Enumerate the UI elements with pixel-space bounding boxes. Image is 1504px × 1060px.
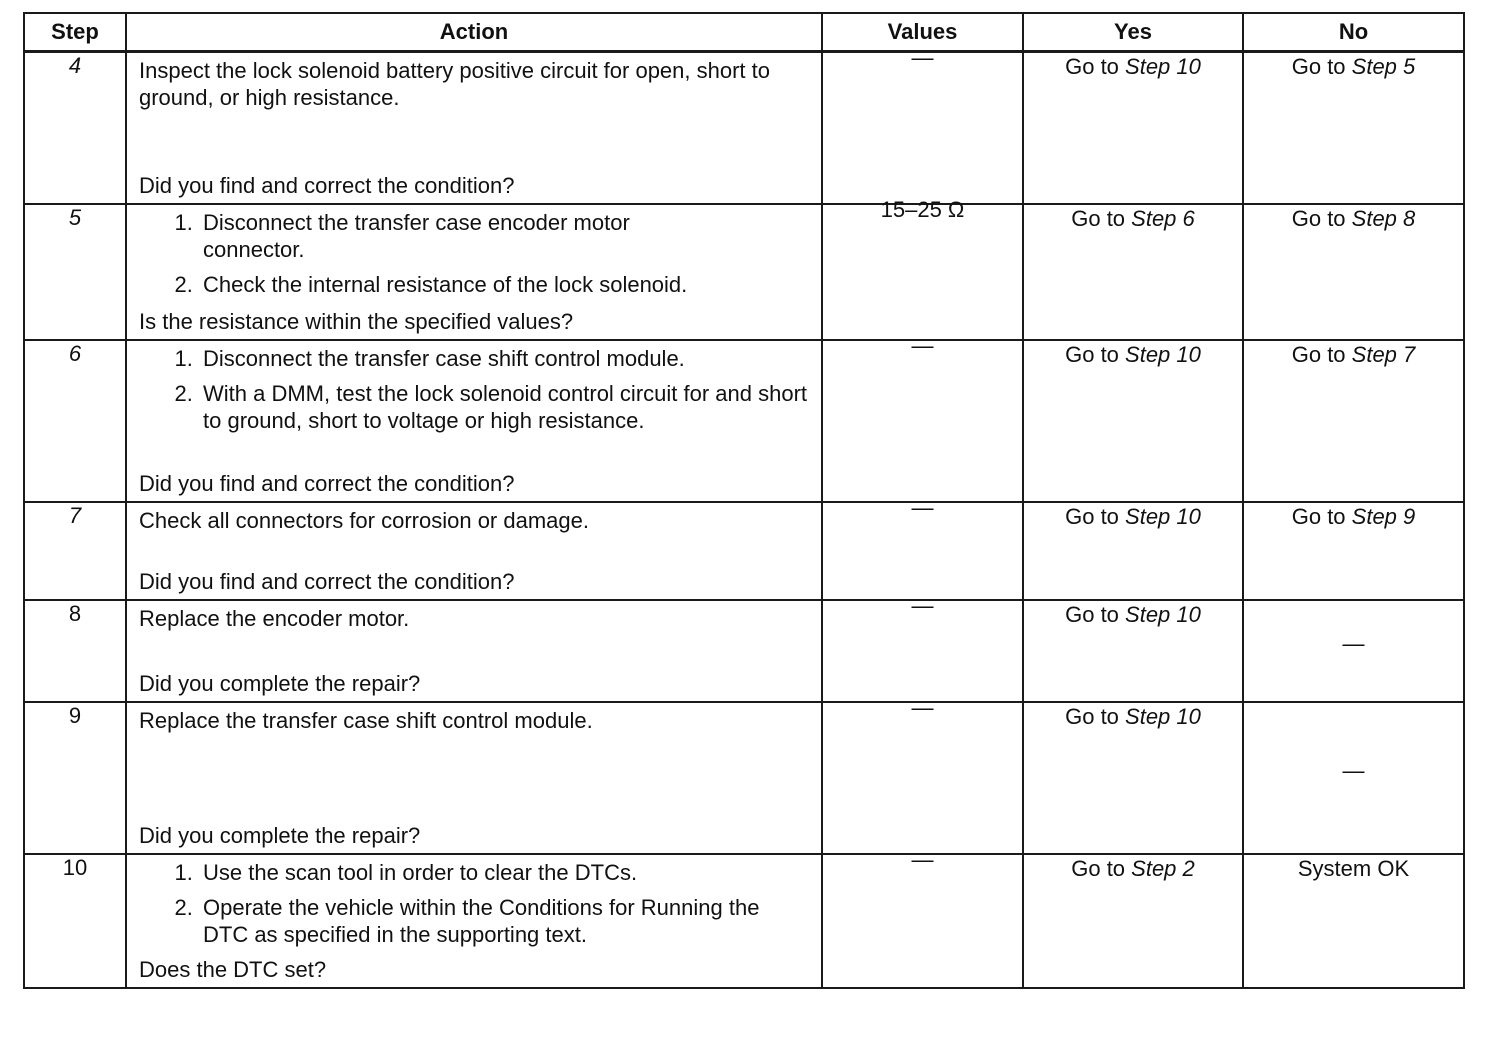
action-item: 2. Check the internal resistance of the lock solenoid.	[199, 271, 709, 298]
value-text: —	[911, 495, 934, 520]
yes-step-ref: Step 2	[1131, 856, 1195, 881]
no-cell	[1243, 702, 1464, 854]
action-text: Check all connectors for corrosion or damage.	[139, 508, 589, 533]
yes-prefix: Go to	[1065, 602, 1126, 627]
no-step-ref: Step 9	[1351, 504, 1416, 529]
action-question: Did you find and correct the condition?	[139, 569, 515, 594]
no-step-ref: Step 5	[1351, 54, 1416, 79]
table-row	[24, 52, 1464, 205]
no-text: System OK	[1297, 856, 1410, 881]
header-row	[24, 13, 1464, 52]
table-row	[24, 702, 1464, 854]
yes-cell	[1023, 854, 1243, 988]
yes-cell	[1023, 52, 1243, 205]
no-prefix: Go to	[1291, 342, 1352, 367]
yes-step-ref: Step 10	[1125, 704, 1201, 729]
yes-prefix: Go to	[1065, 704, 1126, 729]
yes-step-ref: Step 6	[1131, 206, 1195, 231]
value-cell	[822, 197, 1023, 340]
value-cell	[822, 593, 1023, 702]
no-text: —	[1342, 630, 1365, 656]
value-text: —	[911, 333, 934, 358]
no-cell	[1243, 52, 1464, 205]
step-number: 9	[24, 702, 126, 854]
yes-step-ref: Step 10	[1125, 602, 1201, 627]
yes-step-ref: Step 10	[1125, 504, 1201, 529]
step-number: 6	[24, 340, 126, 502]
action-text: Replace the encoder motor.	[139, 606, 410, 631]
table-row	[24, 600, 1464, 702]
action-cell	[126, 204, 822, 340]
action-question: Did you complete the repair?	[139, 671, 421, 696]
yes-step-ref: Step 10	[1125, 54, 1201, 79]
action-text: Replace the transfer case shift control module.	[139, 708, 593, 733]
action-list	[139, 859, 809, 948]
yes-cell	[1023, 340, 1243, 502]
yes-cell	[1023, 600, 1243, 702]
header-values: Values	[822, 13, 1023, 52]
step-number: 10	[24, 854, 126, 988]
no-prefix: Go to	[1291, 54, 1352, 79]
no-step-ref: Step 7	[1351, 342, 1416, 367]
no-cell	[1243, 502, 1464, 600]
table-row	[24, 502, 1464, 600]
value-text: 15–25 Ω	[880, 197, 965, 222]
value-cell	[822, 695, 1023, 854]
action-question: Did you find and correct the condition?	[139, 471, 515, 496]
action-item: 1. Disconnect the transfer case encoder motor connector.	[199, 209, 709, 263]
action-item: 2. With a DMM, test the lock solenoid control circuit for and short to ground, short to voltage or high resistance.	[199, 380, 809, 434]
no-text: —	[1342, 757, 1365, 783]
no-cell	[1243, 600, 1464, 702]
value-text: —	[911, 847, 934, 872]
header-no: No	[1243, 13, 1464, 52]
action-cell	[126, 502, 822, 600]
action-question: Did you complete the repair?	[139, 823, 421, 848]
action-cell	[126, 854, 822, 988]
header-yes: Yes	[1023, 13, 1243, 52]
action-question: Is the resistance within the specified values?	[139, 309, 574, 334]
action-list	[139, 345, 809, 434]
action-cell	[126, 340, 822, 502]
value-text: —	[911, 695, 934, 720]
action-text: Inspect the lock solenoid battery positive circuit for open, short to ground, or high resistance.	[139, 58, 770, 110]
action-question: Does the DTC set?	[139, 957, 327, 982]
value-cell	[822, 333, 1023, 502]
action-item: 2. Operate the vehicle within the Conditions for Running the DTC as specified in the supporting text.	[199, 894, 809, 948]
header-step: Step	[24, 13, 126, 52]
value-cell	[822, 847, 1023, 988]
yes-cell	[1023, 204, 1243, 340]
action-item: 1. Use the scan tool in order to clear the DTCs.	[199, 859, 809, 886]
table-row	[24, 204, 1464, 340]
no-cell	[1243, 340, 1464, 502]
no-step-ref: Step 8	[1351, 206, 1416, 231]
yes-prefix: Go to	[1065, 342, 1126, 367]
step-number: 5	[24, 204, 126, 340]
table-row	[24, 854, 1464, 988]
diagnostic-table	[23, 12, 1465, 989]
value-text: —	[911, 45, 934, 70]
value-cell	[822, 495, 1023, 600]
action-question: Did you find and correct the condition?	[139, 173, 515, 198]
action-cell	[126, 52, 822, 205]
no-cell	[1243, 854, 1464, 988]
header-action: Action	[126, 13, 822, 52]
value-text: —	[911, 593, 934, 618]
step-number: 7	[24, 502, 126, 600]
action-item: 1. Disconnect the transfer case shift control module.	[199, 345, 809, 372]
yes-cell	[1023, 502, 1243, 600]
step-number: 4	[24, 52, 126, 205]
yes-prefix: Go to	[1065, 504, 1126, 529]
yes-prefix: Go to	[1071, 206, 1132, 231]
yes-cell	[1023, 702, 1243, 854]
yes-step-ref: Step 10	[1125, 342, 1201, 367]
value-cell	[822, 45, 1023, 205]
table-row	[24, 340, 1464, 502]
step-number: 8	[24, 600, 126, 702]
action-cell	[126, 600, 822, 702]
no-prefix: Go to	[1291, 504, 1352, 529]
yes-prefix: Go to	[1065, 54, 1126, 79]
action-cell	[126, 702, 822, 854]
no-prefix: Go to	[1291, 206, 1352, 231]
action-list	[139, 209, 809, 298]
no-cell	[1243, 204, 1464, 340]
yes-prefix: Go to	[1071, 856, 1132, 881]
